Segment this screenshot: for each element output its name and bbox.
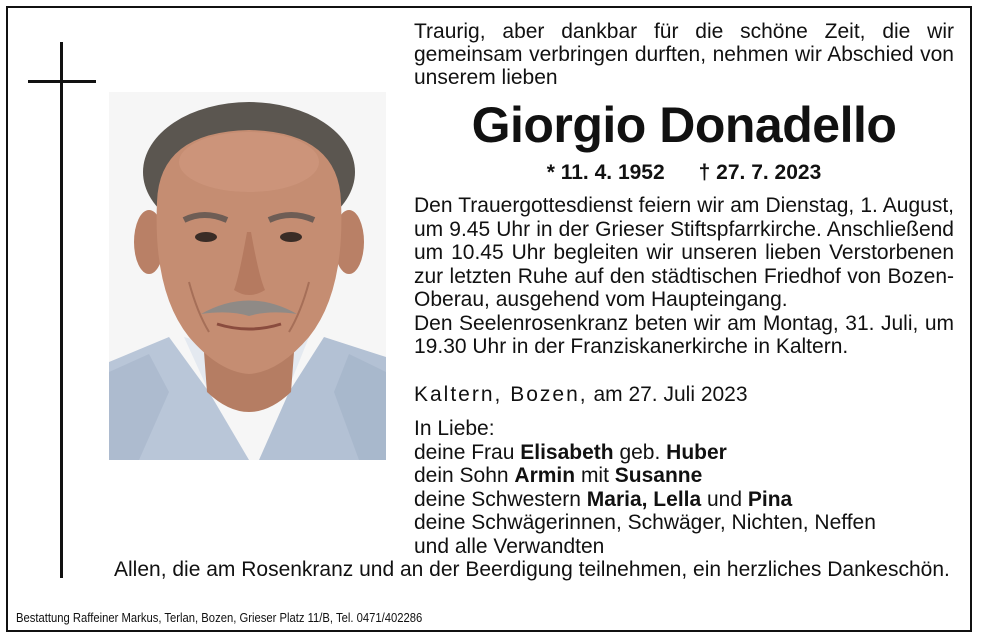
- rosary-text: Den Seelenrosenkranz beten wir am Montag, 31. Juli, um 19.30 Uhr in der Franziskanerkirche in Kaltern.: [414, 311, 954, 358]
- funeral-service-text: Den Trauergottesdienst feiern wir am Dienstag, 1. August, um 9.45 Uhr in der Grieser Stiftspfarrkirche. Anschließend um 10.45 Uhr begleiten wir unseren lieben Verstorbenen zur letzten Ruhe auf den städtischen Friedhof von Bozen-Oberau, ausgehend vom Haupteingang.: [414, 194, 954, 311]
- family-line-son: dein Sohn Armin mit Susanne: [414, 464, 703, 487]
- deceased-name: Giorgio Donadello: [471, 97, 897, 153]
- thanks-text: Allen, die am Rosenkranz und an der Beerdigung teilnehmen, ein herzliches Dankeschön.: [114, 558, 950, 581]
- family-line-relatives: und alle Verwandten: [414, 534, 605, 558]
- ceremony-details: [414, 194, 954, 359]
- family-line-sisters: deine Schwestern Maria, Lella und Pina: [414, 487, 793, 511]
- death-date: † 27. 7. 2023: [698, 161, 822, 184]
- intro-text: Traurig, aber dankbar für die schöne Zeit, die wir gemeinsam verbringen durften, nehmen wir Abschied von unserem lieben: [414, 20, 954, 89]
- funeral-home-footer: Bestattung Raffeiner Markus, Terlan, Bozen, Grieser Platz 11/B, Tel. 0471/402286: [16, 611, 423, 625]
- life-dates: [414, 160, 954, 186]
- place-city: Kaltern, Bozen,: [414, 383, 588, 406]
- family-line-inlaws: deine Schwägerinnen, Schwäger, Nichten, Neffen: [414, 511, 876, 534]
- place-and-date: [414, 383, 954, 407]
- place-date: am 27. Juli 2023: [593, 383, 748, 406]
- portrait-photo: [109, 92, 386, 460]
- birth-date: * 11. 4. 1952: [546, 161, 665, 184]
- family-heading: In Liebe:: [414, 417, 495, 440]
- family-list: [414, 417, 954, 558]
- family-line-wife: deine Frau Elisabeth geb. Huber: [414, 440, 727, 464]
